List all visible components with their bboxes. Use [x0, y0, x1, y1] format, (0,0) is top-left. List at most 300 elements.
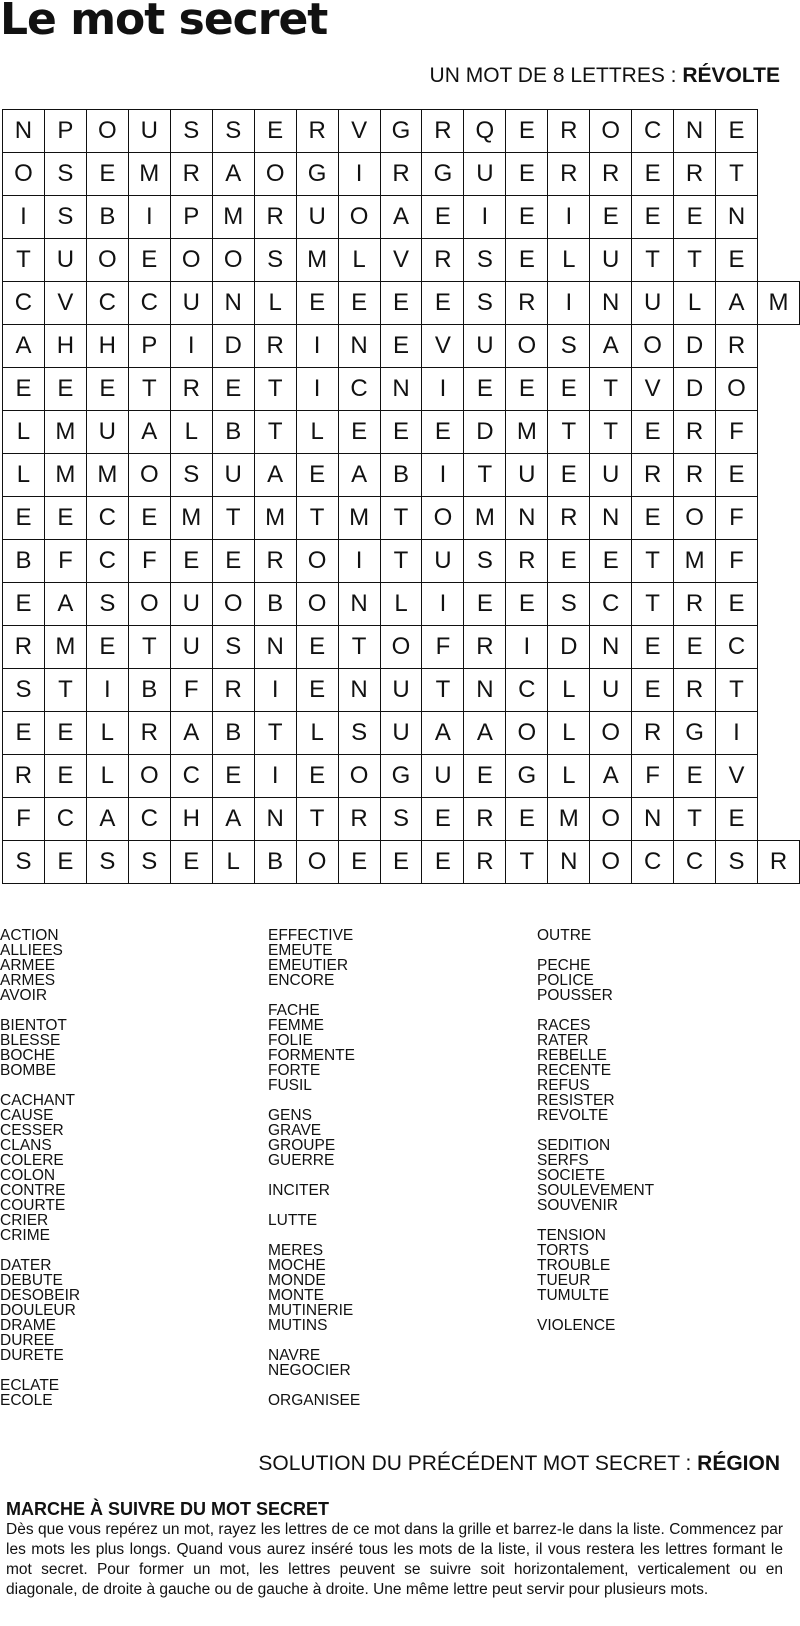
grid-cell[interactable]: R [3, 626, 45, 669]
grid-cell[interactable]: I [464, 196, 506, 239]
grid-cell[interactable]: E [296, 626, 338, 669]
grid-cell[interactable]: E [506, 798, 548, 841]
grid-cell[interactable]: T [212, 497, 254, 540]
grid-cell[interactable]: S [3, 841, 45, 884]
grid-cell[interactable]: F [632, 755, 674, 798]
grid-cell[interactable]: E [716, 583, 758, 626]
grid-cell[interactable]: E [632, 669, 674, 712]
grid-cell[interactable]: U [44, 239, 86, 282]
word-list-item[interactable]: REFUS [537, 1077, 590, 1094]
grid-cell[interactable]: E [506, 583, 548, 626]
grid-cell[interactable]: U [212, 454, 254, 497]
grid-cell[interactable]: O [128, 583, 170, 626]
word-list-item[interactable]: EFFECTIVE [268, 927, 354, 944]
grid-cell[interactable]: E [674, 626, 716, 669]
grid-cell[interactable]: T [296, 497, 338, 540]
grid-cell[interactable]: I [128, 196, 170, 239]
grid-cell[interactable]: N [254, 798, 296, 841]
grid-cell[interactable]: T [254, 368, 296, 411]
word-list-item[interactable]: BOCHE [0, 1047, 56, 1064]
grid-cell[interactable]: O [128, 454, 170, 497]
grid-cell[interactable]: A [86, 798, 128, 841]
grid-cell[interactable]: E [338, 411, 380, 454]
grid-cell[interactable]: A [3, 325, 45, 368]
word-list-item[interactable]: SOUVENIR [537, 1197, 618, 1214]
grid-cell[interactable]: T [422, 669, 464, 712]
grid-cell[interactable]: I [548, 282, 590, 325]
grid-cell[interactable]: O [506, 712, 548, 755]
word-list-item[interactable]: CONTRE [0, 1182, 66, 1199]
word-list-item[interactable]: SOCIETE [537, 1167, 606, 1184]
word-list-item[interactable]: SOULEVEMENT [537, 1182, 655, 1199]
grid-cell[interactable]: C [44, 798, 86, 841]
grid-cell[interactable]: I [422, 368, 464, 411]
grid-cell[interactable]: I [3, 196, 45, 239]
grid-cell[interactable]: E [422, 798, 464, 841]
grid-cell[interactable]: E [44, 368, 86, 411]
grid-cell[interactable]: Q [464, 110, 506, 153]
grid-cell[interactable]: T [632, 239, 674, 282]
grid-cell[interactable]: P [44, 110, 86, 153]
grid-cell[interactable]: I [422, 583, 464, 626]
grid-cell[interactable]: R [170, 153, 212, 196]
grid-cell[interactable]: S [464, 540, 506, 583]
grid-cell[interactable]: A [422, 712, 464, 755]
grid-cell[interactable]: T [590, 411, 632, 454]
word-list-item[interactable]: GROUPE [268, 1137, 336, 1154]
word-list-item[interactable]: OUTRE [537, 927, 592, 944]
word-list-item[interactable]: ALLIEES [0, 942, 63, 959]
grid-cell[interactable]: M [254, 497, 296, 540]
grid-cell[interactable]: R [506, 540, 548, 583]
grid-cell[interactable]: A [254, 454, 296, 497]
grid-cell[interactable]: R [3, 755, 45, 798]
grid-cell[interactable]: E [464, 583, 506, 626]
grid-cell[interactable]: O [590, 841, 632, 884]
word-list-item[interactable]: PECHE [537, 957, 591, 974]
grid-cell[interactable]: M [464, 497, 506, 540]
grid-cell[interactable]: F [422, 626, 464, 669]
grid-cell[interactable]: A [590, 755, 632, 798]
grid-cell[interactable]: T [380, 540, 422, 583]
grid-cell[interactable]: E [3, 368, 45, 411]
grid-cell[interactable]: C [632, 841, 674, 884]
grid-cell[interactable]: T [674, 239, 716, 282]
grid-cell[interactable]: A [338, 454, 380, 497]
grid-cell[interactable]: E [128, 239, 170, 282]
grid-cell[interactable]: M [44, 454, 86, 497]
grid-cell[interactable]: N [464, 669, 506, 712]
grid-cell[interactable]: E [632, 411, 674, 454]
grid-cell[interactable]: S [44, 153, 86, 196]
grid-cell[interactable]: C [632, 110, 674, 153]
word-list-item[interactable]: EMEUTE [268, 942, 333, 959]
word-list-item[interactable]: GUERRE [268, 1152, 335, 1169]
grid-cell[interactable]: A [128, 411, 170, 454]
grid-cell[interactable]: O [506, 325, 548, 368]
grid-cell[interactable]: E [296, 454, 338, 497]
grid-cell[interactable]: E [506, 153, 548, 196]
grid-cell[interactable]: E [86, 368, 128, 411]
grid-cell[interactable]: E [506, 368, 548, 411]
grid-cell[interactable]: S [380, 798, 422, 841]
grid-cell[interactable]: L [380, 583, 422, 626]
grid-cell[interactable]: N [338, 669, 380, 712]
grid-cell[interactable]: U [590, 669, 632, 712]
grid-cell[interactable]: G [296, 153, 338, 196]
grid-cell[interactable]: S [464, 239, 506, 282]
grid-cell[interactable]: M [296, 239, 338, 282]
grid-cell[interactable]: A [170, 712, 212, 755]
grid-cell[interactable]: R [548, 497, 590, 540]
word-list-item[interactable]: ECLATE [0, 1377, 60, 1394]
grid-cell[interactable]: C [128, 798, 170, 841]
grid-cell[interactable]: U [590, 239, 632, 282]
grid-cell[interactable]: L [338, 239, 380, 282]
grid-cell[interactable]: D [674, 325, 716, 368]
word-list-item[interactable]: ARMES [0, 972, 56, 989]
grid-cell[interactable]: R [464, 841, 506, 884]
grid-cell[interactable]: T [632, 583, 674, 626]
grid-cell[interactable]: O [380, 626, 422, 669]
word-list-item[interactable]: EMEUTIER [268, 957, 349, 974]
grid-cell[interactable]: E [422, 196, 464, 239]
grid-cell[interactable]: S [548, 325, 590, 368]
grid-cell[interactable]: A [44, 583, 86, 626]
grid-cell[interactable]: E [422, 411, 464, 454]
grid-cell[interactable]: N [338, 583, 380, 626]
grid-cell[interactable]: S [86, 583, 128, 626]
grid-cell[interactable]: I [86, 669, 128, 712]
grid-cell[interactable]: E [170, 540, 212, 583]
grid-cell[interactable]: S [3, 669, 45, 712]
grid-cell[interactable]: C [674, 841, 716, 884]
grid-cell[interactable]: D [212, 325, 254, 368]
grid-cell[interactable]: F [3, 798, 45, 841]
grid-cell[interactable]: L [674, 282, 716, 325]
grid-cell[interactable]: T [464, 454, 506, 497]
grid-cell[interactable]: L [254, 282, 296, 325]
grid-cell[interactable]: S [170, 110, 212, 153]
grid-cell[interactable]: R [674, 153, 716, 196]
grid-cell[interactable]: T [296, 798, 338, 841]
grid-cell[interactable]: T [3, 239, 45, 282]
grid-cell[interactable]: E [44, 755, 86, 798]
grid-cell[interactable]: O [590, 110, 632, 153]
word-list-item[interactable]: REBELLE [537, 1047, 607, 1064]
grid-cell[interactable]: E [632, 497, 674, 540]
grid-cell[interactable]: E [548, 454, 590, 497]
grid-cell[interactable]: H [170, 798, 212, 841]
word-list-item[interactable]: TUMULTE [537, 1287, 610, 1304]
grid-cell[interactable]: C [128, 282, 170, 325]
grid-cell[interactable]: R [506, 282, 548, 325]
grid-cell[interactable]: C [170, 755, 212, 798]
grid-cell[interactable]: M [674, 540, 716, 583]
grid-cell[interactable]: T [716, 669, 758, 712]
grid-cell[interactable]: E [170, 841, 212, 884]
grid-cell[interactable]: E [422, 282, 464, 325]
grid-cell[interactable]: M [548, 798, 590, 841]
grid-cell[interactable]: H [44, 325, 86, 368]
grid-cell[interactable]: T [716, 153, 758, 196]
word-list-item[interactable]: DUREE [0, 1332, 55, 1349]
grid-cell[interactable]: U [590, 454, 632, 497]
grid-cell[interactable]: G [506, 755, 548, 798]
grid-cell[interactable]: E [3, 712, 45, 755]
word-list-item[interactable]: LUTTE [268, 1212, 318, 1229]
grid-cell[interactable]: R [716, 325, 758, 368]
grid-cell[interactable]: I [296, 368, 338, 411]
grid-cell[interactable]: E [44, 497, 86, 540]
grid-cell[interactable]: M [44, 626, 86, 669]
word-list-item[interactable]: VIOLENCE [537, 1317, 616, 1334]
word-list-item[interactable]: MERES [268, 1242, 324, 1259]
word-list-item[interactable]: DRAME [0, 1317, 56, 1334]
grid-cell[interactable]: E [86, 626, 128, 669]
grid-cell[interactable]: P [128, 325, 170, 368]
grid-cell[interactable]: A [212, 798, 254, 841]
word-list-item[interactable]: ACTION [0, 927, 59, 944]
grid-cell[interactable]: O [86, 239, 128, 282]
grid-cell[interactable]: C [86, 540, 128, 583]
grid-cell[interactable]: E [380, 325, 422, 368]
grid-cell[interactable]: R [170, 368, 212, 411]
grid-cell[interactable]: O [590, 798, 632, 841]
word-list-item[interactable]: MONDE [268, 1272, 326, 1289]
grid-cell[interactable]: I [338, 153, 380, 196]
grid-cell[interactable]: V [716, 755, 758, 798]
grid-cell[interactable]: O [86, 110, 128, 153]
word-list-item[interactable]: TORTS [537, 1242, 589, 1259]
grid-cell[interactable]: C [3, 282, 45, 325]
word-list-item[interactable]: MOCHE [268, 1257, 326, 1274]
word-list-item[interactable]: ECOLE [0, 1392, 53, 1409]
grid-cell[interactable]: R [632, 712, 674, 755]
grid-cell[interactable]: E [716, 110, 758, 153]
grid-cell[interactable]: O [716, 368, 758, 411]
grid-cell[interactable]: E [3, 583, 45, 626]
grid-cell[interactable]: E [44, 712, 86, 755]
word-list-item[interactable]: FUSIL [268, 1077, 312, 1094]
grid-cell[interactable]: L [170, 411, 212, 454]
word-list-item[interactable]: TUEUR [537, 1272, 591, 1289]
grid-cell[interactable]: O [422, 497, 464, 540]
word-list-item[interactable]: FORTE [268, 1062, 321, 1079]
grid-cell[interactable]: O [212, 583, 254, 626]
word-list-item[interactable]: CRIME [0, 1227, 50, 1244]
word-list-item[interactable]: COLON [0, 1167, 56, 1184]
grid-cell[interactable]: E [548, 368, 590, 411]
grid-cell[interactable]: E [212, 755, 254, 798]
grid-cell[interactable]: A [212, 153, 254, 196]
grid-cell[interactable]: T [254, 712, 296, 755]
grid-cell[interactable]: U [506, 454, 548, 497]
grid-cell[interactable]: F [716, 497, 758, 540]
grid-cell[interactable]: C [590, 583, 632, 626]
grid-cell[interactable]: C [338, 368, 380, 411]
grid-cell[interactable]: V [380, 239, 422, 282]
grid-cell[interactable]: S [254, 239, 296, 282]
grid-cell[interactable]: S [716, 841, 758, 884]
grid-cell[interactable]: D [548, 626, 590, 669]
grid-cell[interactable]: E [632, 196, 674, 239]
grid-cell[interactable]: R [422, 239, 464, 282]
word-list-item[interactable]: REVOLTE [537, 1107, 609, 1124]
grid-cell[interactable]: L [296, 712, 338, 755]
word-list-item[interactable]: BLESSE [0, 1032, 61, 1049]
grid-cell[interactable]: O [128, 755, 170, 798]
grid-cell[interactable]: O [296, 540, 338, 583]
grid-cell[interactable]: E [506, 196, 548, 239]
grid-cell[interactable]: M [44, 411, 86, 454]
grid-cell[interactable]: I [506, 626, 548, 669]
grid-cell[interactable]: U [170, 626, 212, 669]
grid-cell[interactable]: E [716, 239, 758, 282]
grid-cell[interactable]: E [422, 841, 464, 884]
grid-cell[interactable]: N [212, 282, 254, 325]
grid-cell[interactable]: M [757, 282, 799, 325]
grid-cell[interactable]: F [716, 540, 758, 583]
grid-cell[interactable]: B [86, 196, 128, 239]
grid-cell[interactable]: O [338, 196, 380, 239]
grid-cell[interactable]: N [590, 282, 632, 325]
grid-cell[interactable]: U [422, 540, 464, 583]
grid-cell[interactable]: E [380, 841, 422, 884]
grid-cell[interactable]: I [296, 325, 338, 368]
grid-cell[interactable]: V [44, 282, 86, 325]
grid-cell[interactable]: U [632, 282, 674, 325]
grid-cell[interactable]: O [170, 239, 212, 282]
grid-cell[interactable]: T [128, 368, 170, 411]
grid-cell[interactable]: E [674, 196, 716, 239]
grid-cell[interactable]: U [380, 669, 422, 712]
grid-cell[interactable]: M [86, 454, 128, 497]
word-list-item[interactable]: GENS [268, 1107, 312, 1124]
grid-cell[interactable]: R [422, 110, 464, 153]
grid-cell[interactable]: M [212, 196, 254, 239]
grid-cell[interactable]: F [44, 540, 86, 583]
grid-cell[interactable]: E [212, 540, 254, 583]
grid-cell[interactable]: S [86, 841, 128, 884]
grid-cell[interactable]: O [254, 153, 296, 196]
word-list-item[interactable]: DATER [0, 1257, 52, 1274]
grid-cell[interactable]: T [338, 626, 380, 669]
grid-cell[interactable]: U [170, 282, 212, 325]
grid-cell[interactable]: L [212, 841, 254, 884]
grid-cell[interactable]: B [380, 454, 422, 497]
word-list-item[interactable]: NEGOCIER [268, 1362, 351, 1379]
grid-cell[interactable]: U [86, 411, 128, 454]
grid-cell[interactable]: E [464, 755, 506, 798]
grid-cell[interactable]: O [632, 325, 674, 368]
grid-cell[interactable]: N [380, 368, 422, 411]
grid-cell[interactable]: E [590, 540, 632, 583]
grid-cell[interactable]: E [632, 626, 674, 669]
grid-cell[interactable]: C [86, 497, 128, 540]
grid-cell[interactable]: R [464, 626, 506, 669]
grid-cell[interactable]: S [44, 196, 86, 239]
grid-cell[interactable]: N [254, 626, 296, 669]
grid-cell[interactable]: R [632, 454, 674, 497]
grid-cell[interactable]: R [212, 669, 254, 712]
grid-cell[interactable]: E [590, 196, 632, 239]
grid-cell[interactable]: R [464, 798, 506, 841]
grid-cell[interactable]: R [548, 110, 590, 153]
grid-cell[interactable]: B [254, 583, 296, 626]
grid-cell[interactable]: O [590, 712, 632, 755]
grid-cell[interactable]: O [338, 755, 380, 798]
word-list-item[interactable]: AVOIR [0, 987, 48, 1004]
grid-cell[interactable]: S [128, 841, 170, 884]
grid-cell[interactable]: T [254, 411, 296, 454]
grid-cell[interactable]: I [254, 755, 296, 798]
grid-cell[interactable]: T [128, 626, 170, 669]
grid-cell[interactable]: F [128, 540, 170, 583]
grid-cell[interactable]: T [506, 841, 548, 884]
grid-cell[interactable]: M [338, 497, 380, 540]
grid-cell[interactable]: N [590, 626, 632, 669]
word-list-item[interactable]: COURTE [0, 1197, 66, 1214]
grid-cell[interactable]: R [674, 669, 716, 712]
grid-cell[interactable]: U [128, 110, 170, 153]
grid-cell[interactable]: U [296, 196, 338, 239]
grid-cell[interactable]: E [296, 755, 338, 798]
grid-cell[interactable]: A [464, 712, 506, 755]
word-list-item[interactable]: MUTINS [268, 1317, 328, 1334]
grid-cell[interactable]: O [212, 239, 254, 282]
word-list-item[interactable]: ORGANISEE [268, 1392, 361, 1409]
grid-cell[interactable]: A [590, 325, 632, 368]
grid-cell[interactable]: U [464, 153, 506, 196]
word-list-item[interactable]: DESOBEIR [0, 1287, 81, 1304]
grid-cell[interactable]: R [590, 153, 632, 196]
grid-cell[interactable]: R [254, 540, 296, 583]
grid-cell[interactable]: T [632, 540, 674, 583]
grid-cell[interactable]: U [170, 583, 212, 626]
grid-cell[interactable]: R [380, 153, 422, 196]
word-list-item[interactable]: TENSION [537, 1227, 606, 1244]
word-list-item[interactable]: INCITER [268, 1182, 330, 1199]
grid-cell[interactable]: S [212, 110, 254, 153]
word-list-item[interactable]: RATER [537, 1032, 589, 1049]
grid-cell[interactable]: S [464, 282, 506, 325]
grid-cell[interactable]: T [548, 411, 590, 454]
grid-cell[interactable]: E [674, 755, 716, 798]
grid-cell[interactable]: A [380, 196, 422, 239]
grid-cell[interactable]: C [506, 669, 548, 712]
grid-cell[interactable]: I [716, 712, 758, 755]
grid-cell[interactable]: R [674, 411, 716, 454]
word-list-item[interactable]: GRAVE [268, 1122, 322, 1139]
grid-cell[interactable]: C [716, 626, 758, 669]
word-list-item[interactable]: CAUSE [0, 1107, 54, 1124]
grid-cell[interactable]: S [338, 712, 380, 755]
grid-cell[interactable]: L [296, 411, 338, 454]
grid-cell[interactable]: E [86, 153, 128, 196]
grid-cell[interactable]: L [548, 755, 590, 798]
grid-cell[interactable]: F [716, 411, 758, 454]
word-list-item[interactable]: BIENTOT [0, 1017, 67, 1034]
grid-cell[interactable]: E [716, 798, 758, 841]
word-list-item[interactable]: CACHANT [0, 1092, 75, 1109]
word-list-item[interactable]: ARMEE [0, 957, 56, 974]
grid-cell[interactable]: L [548, 239, 590, 282]
word-list-item[interactable]: CRIER [0, 1212, 49, 1229]
grid-cell[interactable]: T [44, 669, 86, 712]
grid-cell[interactable]: E [254, 110, 296, 153]
grid-cell[interactable]: M [170, 497, 212, 540]
